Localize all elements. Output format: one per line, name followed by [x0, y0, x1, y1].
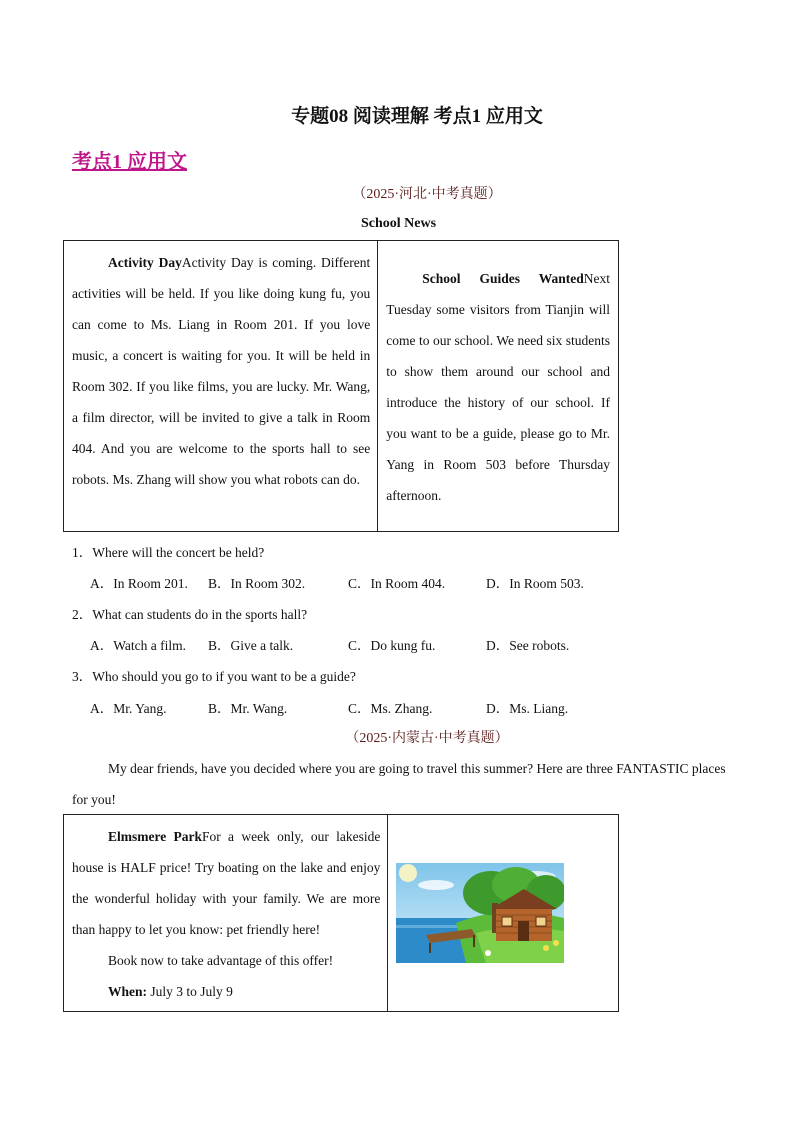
activity-day-text: Activity Day is coming. Different activities will be held. If you like doing kung fu, you can come to Ms. Liang in Room 201. If you love music, a concert is waiting for you. It will be held in Room 302. If you like films, you are lucky. Mr. Wang, a film director, will be invited to give a talk in Room 404. And you are welcome to the sports hall to see robots. Ms. Zhang will show you what robots can do. [72, 255, 371, 487]
option-2c[interactable]: C．Do kung fu. [348, 638, 436, 653]
option-2a[interactable]: A．Watch a film. [90, 638, 187, 653]
option-1a[interactable]: A．In Room 201. [90, 576, 188, 591]
option-2d[interactable]: D．See robots. [486, 638, 570, 653]
option-2b[interactable]: B．Give a talk. [208, 638, 294, 653]
option-1b[interactable]: B．In Room 302. [208, 576, 306, 591]
source-label-1: （2025·河北·中考真题） [352, 187, 502, 202]
question-text: Who should you go to if you want to be a guide? [92, 669, 356, 684]
travel-places-table [63, 814, 619, 1012]
activity-day-cell [64, 241, 378, 532]
elmsmere-park-text: For a week only, our lakeside house is HALF price! Try boating on the lake and enjoy the wonderful holiday with your family. We are more than happy to let you know: pet friendly here! [72, 829, 381, 937]
question-number: 3． [72, 669, 93, 684]
when-label: When: [108, 984, 148, 999]
guides-wanted-text: Next Tuesday some visitors from Tianjin will come to our school. We need six students to show them around our school and introduce the history of our school. If you want to be a guide, please go to Mr. Yang in Room 503 before Thursday afternoon. [386, 271, 610, 503]
news-title: School News [360, 216, 437, 231]
lakeside-cabin-illustration [396, 863, 564, 963]
when-value: July 3 to July 9 [147, 984, 233, 999]
offer-text: Book now to take advantage of this offer! [108, 953, 334, 968]
option-3d[interactable]: D．Ms. Liang. [486, 701, 569, 716]
question-3 [72, 665, 356, 685]
option-3c[interactable]: C．Ms. Zhang. [348, 701, 433, 716]
question-number: 2． [72, 607, 93, 622]
option-1d[interactable]: D．In Room 503. [486, 576, 584, 591]
activity-day-heading: Activity Day [108, 255, 182, 270]
guides-wanted-cell [378, 241, 619, 532]
question-number: 1． [72, 545, 93, 560]
guides-wanted-heading: School Guides Wanted [422, 271, 584, 286]
question-text: Where will the concert be held? [92, 545, 265, 560]
point-heading: 考点1 应用文 [72, 151, 187, 173]
option-3b[interactable]: B．Mr. Wang. [208, 701, 288, 716]
option-1c[interactable]: C．In Room 404. [348, 576, 446, 591]
document-title: 专题08 阅读理解 考点1 应用文 [291, 106, 543, 127]
image-cell [388, 815, 619, 1012]
question-1 [72, 541, 264, 561]
school-news-table [63, 240, 619, 532]
question-text: What can students do in the sports hall? [92, 607, 308, 622]
source-label-2: （2025·内蒙古·中考真题） [345, 731, 509, 746]
option-3a[interactable]: A．Mr. Yang. [90, 701, 167, 716]
question-2 [72, 603, 307, 623]
intro-paragraph: My dear friends, have you decided where you are going to travel this summer? Here are three FANTASTIC places for you! [72, 761, 726, 807]
elmsmere-park-cell [64, 815, 388, 1012]
elmsmere-park-heading: Elmsmere Park [108, 829, 203, 844]
